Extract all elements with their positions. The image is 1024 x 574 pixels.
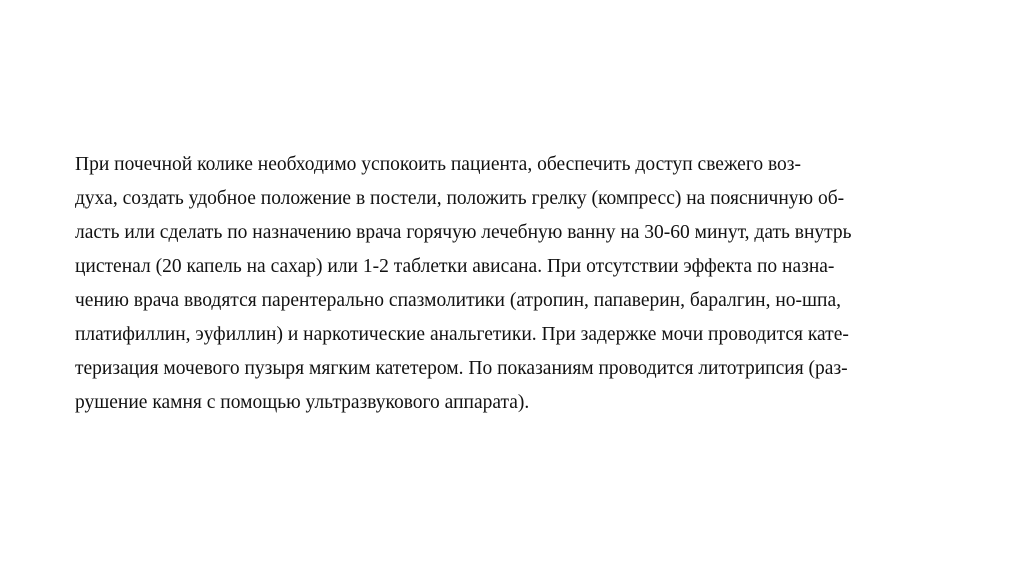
- paragraph-line: При почечной колике необходимо успокоить пациента, обеспечить доступ свежего воз-: [75, 154, 801, 175]
- paragraph-line: ласть или сделать по назначению врача горячую лечебную ванну на 30-60 минут, дать внутрь: [75, 222, 852, 243]
- paragraph-line: платифиллин, эуфиллин) и наркотические анальгетики. При задержке мочи проводится кате-: [75, 324, 849, 345]
- paragraph-line: цистенал (20 капель на сахар) или 1-2 таблетки ависана. При отсутствии эффекта по назна-: [75, 256, 835, 277]
- paragraph-line: духа, создать удобное положение в постели, положить грелку (компресс) на поясничную об-: [75, 188, 845, 209]
- body-paragraph: [75, 148, 955, 420]
- paragraph-line: теризация мочевого пузыря мягким катетером. По показаниям проводится литотрипсия (раз-: [75, 358, 848, 379]
- paragraph-line: рушение камня с помощью ультразвукового аппарата).: [75, 392, 530, 413]
- paragraph-line: чению врача вводятся парентерально спазмолитики (атропин, папаверин, баралгин, но-шпа,: [75, 290, 842, 311]
